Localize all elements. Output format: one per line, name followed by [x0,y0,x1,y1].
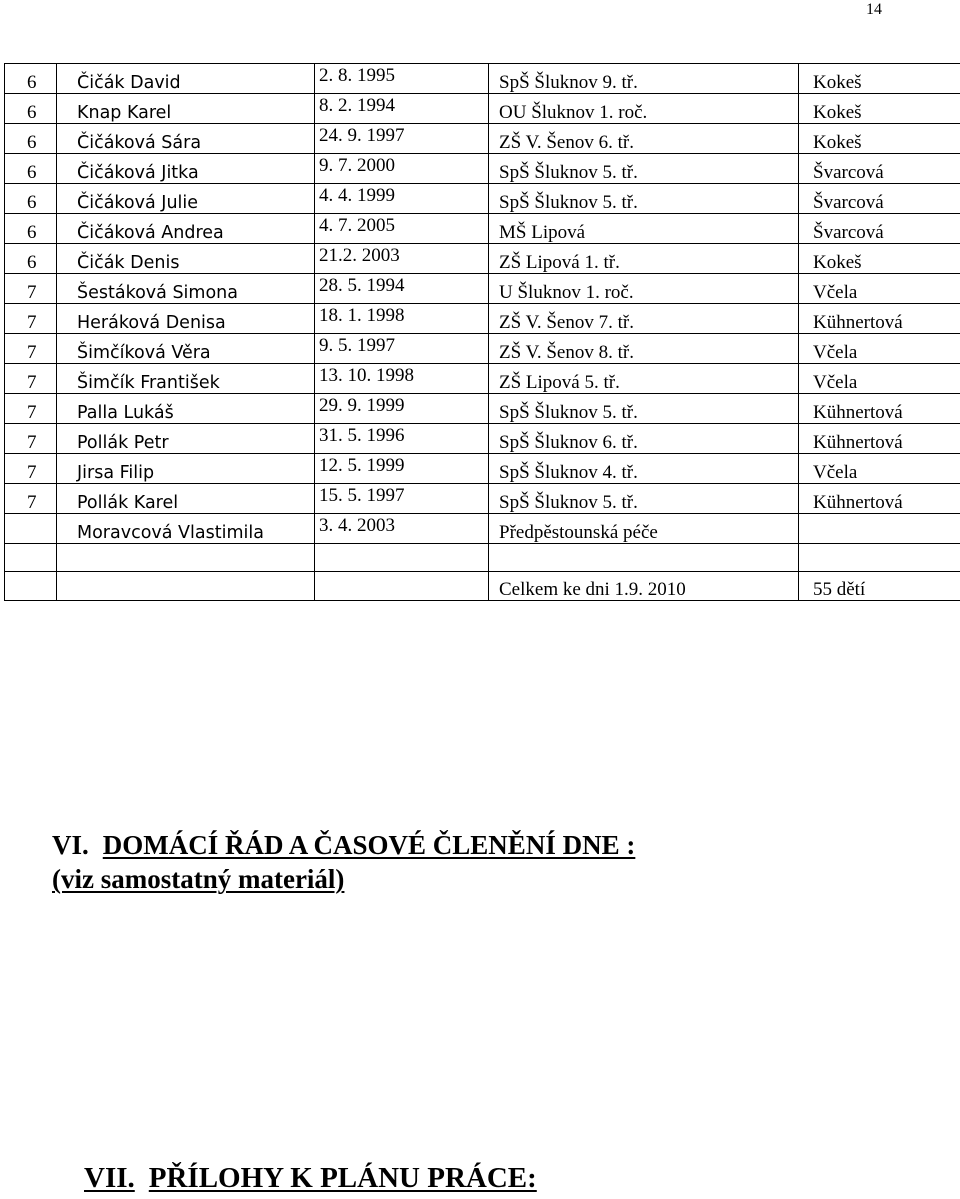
grade-cell: 7 [5,454,57,484]
birth-date-cell: 24. 9. 1997 [315,124,489,154]
empty-cell [5,572,57,601]
birth-date-cell: 15. 5. 1997 [315,484,489,514]
school-cell: SpŠ Šluknov 5. tř. [489,484,799,514]
teacher-cell: Kokeš [799,94,960,124]
grade-cell: 7 [5,394,57,424]
table-row [5,364,960,394]
section-vi-subtitle: (viz samostatný materiál) [52,864,345,894]
teacher-cell: Včela [799,334,960,364]
school-cell: MŠ Lipová [489,214,799,244]
grade-cell: 6 [5,124,57,154]
birth-date-cell: 4. 4. 1999 [315,184,489,214]
teacher-cell: Včela [799,454,960,484]
school-cell: ZŠ Lipová 5. tř. [489,364,799,394]
teacher-cell: Kokeš [799,64,960,94]
table-row [5,124,960,154]
table-row [5,64,960,94]
teacher-cell: Kühnertová [799,304,960,334]
grade-cell: 7 [5,334,57,364]
school-cell: SpŠ Šluknov 9. tř. [489,64,799,94]
child-name-cell: Knap Karel [57,94,315,124]
school-cell: OU Šluknov 1. roč. [489,94,799,124]
section-vii-numeral: VII. [84,1162,135,1194]
grade-cell: 6 [5,64,57,94]
section-vi-subtitle-line [52,864,344,894]
empty-cell [5,544,57,572]
child-name-cell: Heráková Denisa [57,304,315,334]
child-name-cell: Jirsa Filip [57,454,315,484]
child-name-cell: Pollák Petr [57,424,315,454]
school-cell: U Šluknov 1. roč. [489,274,799,304]
grade-cell: 6 [5,244,57,274]
teacher-cell: Švarcová [799,184,960,214]
page-number: 14 [866,1,882,18]
child-name-cell: Čičáková Andrea [57,214,315,244]
table-row [5,184,960,214]
teacher-cell: Švarcová [799,154,960,184]
grade-cell: 6 [5,94,57,124]
teacher-cell: Švarcová [799,214,960,244]
grade-cell: 7 [5,304,57,334]
school-cell: ZŠ V. Šenov 6. tř. [489,124,799,154]
teacher-cell: Kühnertová [799,394,960,424]
empty-cell [489,544,799,572]
child-name-cell: Moravcová Vlastimila [57,514,315,544]
table-row [5,394,960,424]
school-cell: ZŠ Lipová 1. tř. [489,244,799,274]
birth-date-cell: 21.2. 2003 [315,244,489,274]
birth-date-cell: 12. 5. 1999 [315,454,489,484]
teacher-cell: Kühnertová [799,424,960,454]
child-name-cell: Čičáková Julie [57,184,315,214]
table-row [5,214,960,244]
section-vii-heading [84,1163,537,1193]
teacher-cell: Kokeš [799,124,960,154]
school-cell: SpŠ Šluknov 5. tř. [489,154,799,184]
teacher-cell: Kühnertová [799,484,960,514]
child-name-cell: Čičáková Sára [57,124,315,154]
table-row [5,244,960,274]
table-row [5,154,960,184]
grade-cell: 6 [5,184,57,214]
teacher-cell: Kokeš [799,244,960,274]
child-name-cell: Pollák Karel [57,484,315,514]
table-row [5,304,960,334]
total-label: Celkem ke dni 1.9. 2010 [489,572,799,601]
teacher-cell: Včela [799,364,960,394]
birth-date-cell: 3. 4. 2003 [315,514,489,544]
grade-cell [5,514,57,544]
birth-date-cell: 9. 7. 2000 [315,154,489,184]
empty-cell [799,544,960,572]
school-cell: SpŠ Šluknov 4. tř. [489,454,799,484]
child-name-cell: Čičák Denis [57,244,315,274]
table-row [5,514,960,544]
roster-body [5,64,960,601]
grade-cell: 7 [5,274,57,304]
school-cell: ZŠ V. Šenov 8. tř. [489,334,799,364]
total-count: 55 dětí [799,572,960,601]
child-name-cell: Palla Lukáš [57,394,315,424]
grade-cell: 7 [5,484,57,514]
child-name-cell: Šestáková Simona [57,274,315,304]
school-cell: SpŠ Šluknov 6. tř. [489,424,799,454]
birth-date-cell: 4. 7. 2005 [315,214,489,244]
birth-date-cell: 9. 5. 1997 [315,334,489,364]
birth-date-cell: 31. 5. 1996 [315,424,489,454]
empty-cell [315,572,489,601]
teacher-cell [799,514,960,544]
empty-cell [57,572,315,601]
empty-cell [57,544,315,572]
grade-cell: 6 [5,214,57,244]
section-vii-title: PŘÍLOHY K PLÁNU PRÁCE: [148,1162,537,1194]
grade-cell: 6 [5,154,57,184]
child-name-cell: Šimčíková Věra [57,334,315,364]
birth-date-cell: 2. 8. 1995 [315,64,489,94]
empty-cell [315,544,489,572]
table-row [5,274,960,304]
section-vi-numeral: VI. [52,830,89,860]
grade-cell: 7 [5,364,57,394]
teacher-cell: Včela [799,274,960,304]
table-row [5,334,960,364]
birth-date-cell: 29. 9. 1999 [315,394,489,424]
table-row [5,484,960,514]
children-roster-table [4,63,960,601]
table-row-empty [5,544,960,572]
section-vi-heading [52,830,635,860]
school-cell: ZŠ V. Šenov 7. tř. [489,304,799,334]
table-row-total [5,572,960,601]
child-name-cell: Čičák David [57,64,315,94]
table-row [5,94,960,124]
birth-date-cell: 18. 1. 1998 [315,304,489,334]
table-row [5,454,960,484]
child-name-cell: Čičáková Jitka [57,154,315,184]
school-cell: SpŠ Šluknov 5. tř. [489,394,799,424]
table-row [5,424,960,454]
birth-date-cell: 28. 5. 1994 [315,274,489,304]
grade-cell: 7 [5,424,57,454]
birth-date-cell: 8. 2. 1994 [315,94,489,124]
school-cell: SpŠ Šluknov 5. tř. [489,184,799,214]
child-name-cell: Šimčík František [57,364,315,394]
section-vi-title: DOMÁCÍ ŘÁD A ČASOVÉ ČLENĚNÍ DNE : [102,830,636,860]
birth-date-cell: 13. 10. 1998 [315,364,489,394]
school-cell: Předpěstounská péče [489,514,799,544]
